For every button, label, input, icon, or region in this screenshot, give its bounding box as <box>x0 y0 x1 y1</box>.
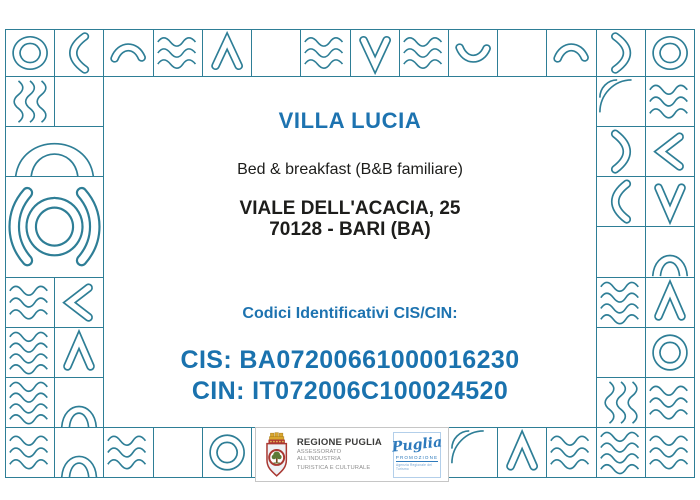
ring-icon <box>646 30 694 76</box>
waves-3-icon <box>6 428 54 477</box>
paren-left-icon <box>55 30 103 76</box>
chevron-up-icon <box>55 328 103 377</box>
quarter-arcs-icon <box>597 77 645 126</box>
chevron-left-icon <box>646 127 694 176</box>
chevron-up-icon <box>646 278 694 327</box>
promozione-subtitle: Agenzia Regionale del Turismo <box>396 463 433 471</box>
empty-tile <box>154 428 202 477</box>
border-pattern-right <box>596 76 695 428</box>
quarter-arcs-icon <box>449 428 497 477</box>
ring-icon <box>203 428 251 477</box>
arch-wide-icon <box>6 127 103 176</box>
paren-left-icon <box>597 177 645 226</box>
empty-tile <box>55 77 103 126</box>
ring-icon <box>646 328 694 377</box>
arch-icon <box>55 378 103 427</box>
arch-icon <box>646 227 694 276</box>
waves-3-icon <box>646 428 694 477</box>
regione-dept-line-1: ASSESSORATO ALL'INDUSTRIA <box>296 448 342 463</box>
chevron-up-icon <box>203 30 251 76</box>
empty-tile <box>252 30 300 76</box>
regione-puglia-label: REGIONE PUGLIA <box>296 436 382 448</box>
address-line-1: VIALE DELL'ACACIA, 25 <box>239 198 461 219</box>
promozione-script-text: Puglia <box>391 434 443 456</box>
paren-right-icon <box>597 30 645 76</box>
chevron-down-icon <box>646 177 694 226</box>
waves-4-icon <box>6 328 54 377</box>
waves-3-icon <box>6 278 54 327</box>
waves-3-icon <box>400 30 448 76</box>
property-name: VILLA LUCIA <box>278 108 422 133</box>
v-waves-icon <box>597 378 645 427</box>
waves-3-icon <box>646 77 694 126</box>
waves-3-icon <box>646 378 694 427</box>
v-waves-icon <box>6 77 54 126</box>
chevron-left-icon <box>55 278 103 327</box>
regione-dept-line-2: TURISTICA E CULTURALE <box>296 464 371 471</box>
cin-code: CIN: IT072006C100024520 <box>191 377 509 405</box>
regione-puglia-coat-of-arms-icon <box>263 432 290 478</box>
arc-down-icon <box>449 30 497 76</box>
paren-right-icon <box>597 127 645 176</box>
waves-3-icon <box>301 30 349 76</box>
waves-4-icon <box>597 428 645 477</box>
empty-tile <box>597 227 645 276</box>
promozione-label: PROMOZIONE <box>395 455 439 460</box>
waves-3-icon <box>104 428 152 477</box>
waves-3-icon <box>547 428 595 477</box>
empty-tile <box>597 328 645 377</box>
codes-heading: Codici Identificativi CIS/CIN: <box>242 305 458 322</box>
chevron-up-icon <box>498 428 546 477</box>
waves-3-icon <box>154 30 202 76</box>
big-eye-icon <box>6 177 103 276</box>
waves-4-icon <box>597 278 645 327</box>
arch-icon <box>55 428 103 477</box>
empty-tile <box>498 30 546 76</box>
puglia-promozione-logo <box>393 432 441 478</box>
property-type: Bed & breakfast (B&B familiare) <box>237 161 463 178</box>
address-line-2: 70128 - BARI (BA) <box>269 219 431 240</box>
chevron-down-icon <box>351 30 399 76</box>
cis-code: CIS: BA07200661000016230 <box>180 346 520 374</box>
arc-up-icon <box>547 30 595 76</box>
waves-4-icon <box>6 378 54 427</box>
border-pattern-left <box>5 76 104 428</box>
border-pattern-top <box>5 29 695 77</box>
footer-logo-box <box>255 427 449 482</box>
ring-icon <box>6 30 54 76</box>
arc-up-icon <box>104 30 152 76</box>
